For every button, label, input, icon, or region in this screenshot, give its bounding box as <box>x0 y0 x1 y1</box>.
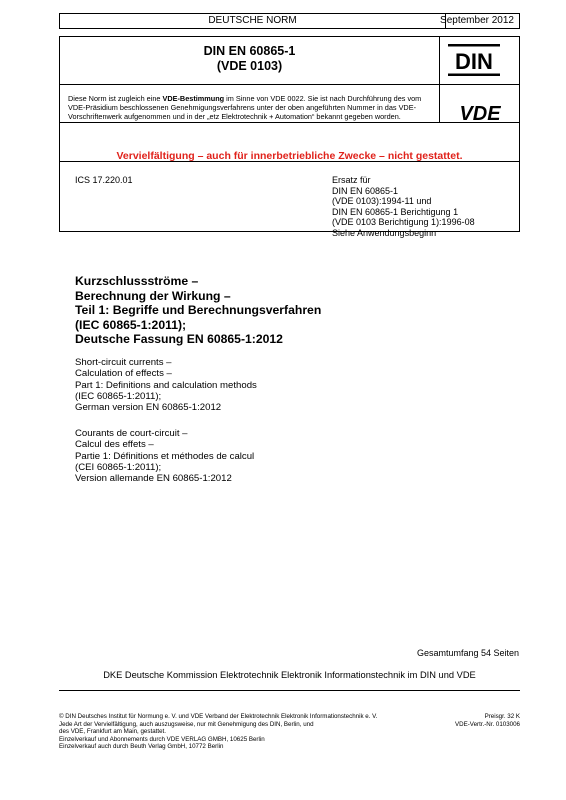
replacement-line: (VDE 0103):1994-11 und <box>332 196 432 206</box>
vde-logo <box>452 103 508 128</box>
din-logo <box>448 44 500 76</box>
title-french-line: (CEI 60865-1:2011); <box>75 461 162 473</box>
vde-notice-text-1: Diese Norm ist zugleich eine <box>68 94 163 103</box>
standard-number-line1: DIN EN 60865-1 <box>203 44 296 58</box>
total-pages: Gesamtumfang 54 Seiten <box>416 648 519 658</box>
copyright-line: © DIN Deutsches Institut für Normung e. V. und VDE Verband der Elektrotechnik Elektronik Informationstechnik e. V. <box>59 713 378 720</box>
standard-number <box>60 44 439 74</box>
replacement-line: DIN EN 60865-1 <box>332 185 399 196</box>
title-german-line: Berechnung der Wirkung – <box>75 288 231 303</box>
title-english-line: Short-circuit currents – <box>75 357 172 368</box>
title-english-line: (IEC 60865-1:2011); <box>75 390 162 402</box>
title-german-line: Kurzschlussströme – <box>75 274 199 288</box>
title-german-line: (IEC 60865-1:2011); <box>75 317 187 332</box>
title-french <box>75 428 254 484</box>
title-french-line: Courants de court-circuit – <box>75 428 188 439</box>
norm-type: DEUTSCHE NORM <box>208 15 297 26</box>
document-header-bar <box>59 13 520 29</box>
replacement-line: (VDE 0103 Berichtigung 1):1996-08 <box>332 217 475 227</box>
title-french-line: Calcul des effets – <box>75 439 154 451</box>
vde-order-number: VDE-Vertr.-Nr. 0103006 <box>455 720 520 728</box>
publication-date: September 2012 <box>440 15 514 26</box>
title-german-line: Deutsche Fassung EN 60865-1:2012 <box>75 332 283 347</box>
frame-divider-2 <box>60 122 519 123</box>
vde-notice-text-2: im Sinne von VDE 0022. Sie ist nach Durchführung des vom VDE-Präsidium beschlossenen Genehmigungsverfahrens unter der oben angeführten Nummer in das VDE-Vorschriftenwerk aufgenommen und in der „etz Elektrotechnik + Automation“ bekannt gegeben worden. <box>68 94 422 122</box>
replacement-line: Ersatz für <box>332 175 371 185</box>
price-group: Preisgr. 32 K <box>484 713 520 720</box>
standard-number-line2: (VDE 0103) <box>216 59 283 73</box>
footer-divider <box>59 690 520 691</box>
title-english <box>75 357 257 413</box>
title-english-line: German version EN 60865-1:2012 <box>75 402 222 414</box>
title-french-line: Partie 1: Définitions et méthodes de calcul <box>75 450 255 462</box>
din-logo-text: DIN <box>455 49 493 74</box>
replacement-line: Siehe Anwendungsbeginn <box>332 227 437 238</box>
vde-notice-bold: VDE-Bestimmung <box>162 94 225 103</box>
copyright-line: Einzelverkauf auch durch Beuth Verlag GmbH, 10772 Berlin <box>59 743 224 751</box>
dke-line: DKE Deutsche Kommission Elektrotechnik Elektronik Informationstechnik im DIN und VDE <box>103 670 476 680</box>
vde-notice <box>68 94 436 122</box>
copyright-line: Einzelverkauf und Abonnements durch VDE VERLAG GMBH, 10625 Berlin <box>59 735 265 743</box>
vde-logo-text: VDE <box>459 103 501 123</box>
title-german-line: Teil 1: Begriffe und Berechnungsverfahren <box>75 303 322 318</box>
copyright-line: Jede Art der Vervielfältigung, auch auszugsweise, nur mit Genehmigung des DIN, Berlin, und <box>59 720 314 728</box>
title-english-line: Calculation of effects – <box>75 368 172 380</box>
copyright-line: des VDE, Frankfurt am Main, gestattet. <box>59 728 166 736</box>
title-french-line: Version allemande EN 60865-1:2012 <box>75 473 232 485</box>
price-footer <box>455 713 520 728</box>
logo-column-divider <box>439 37 440 123</box>
replacement-note <box>332 175 475 238</box>
title-english-line: Part 1: Definitions and calculation methods <box>75 379 257 391</box>
frame-divider-1 <box>60 84 519 85</box>
title-german <box>75 274 321 347</box>
ics-code: ICS 17.220.01 <box>75 175 133 185</box>
replacement-line: DIN EN 60865-1 Berichtigung 1 <box>332 206 459 217</box>
copyright-footer <box>59 713 419 751</box>
reproduction-warning: Vervielfältigung – auch für innerbetriebliche Zwecke – nicht gestattet. <box>116 150 463 162</box>
